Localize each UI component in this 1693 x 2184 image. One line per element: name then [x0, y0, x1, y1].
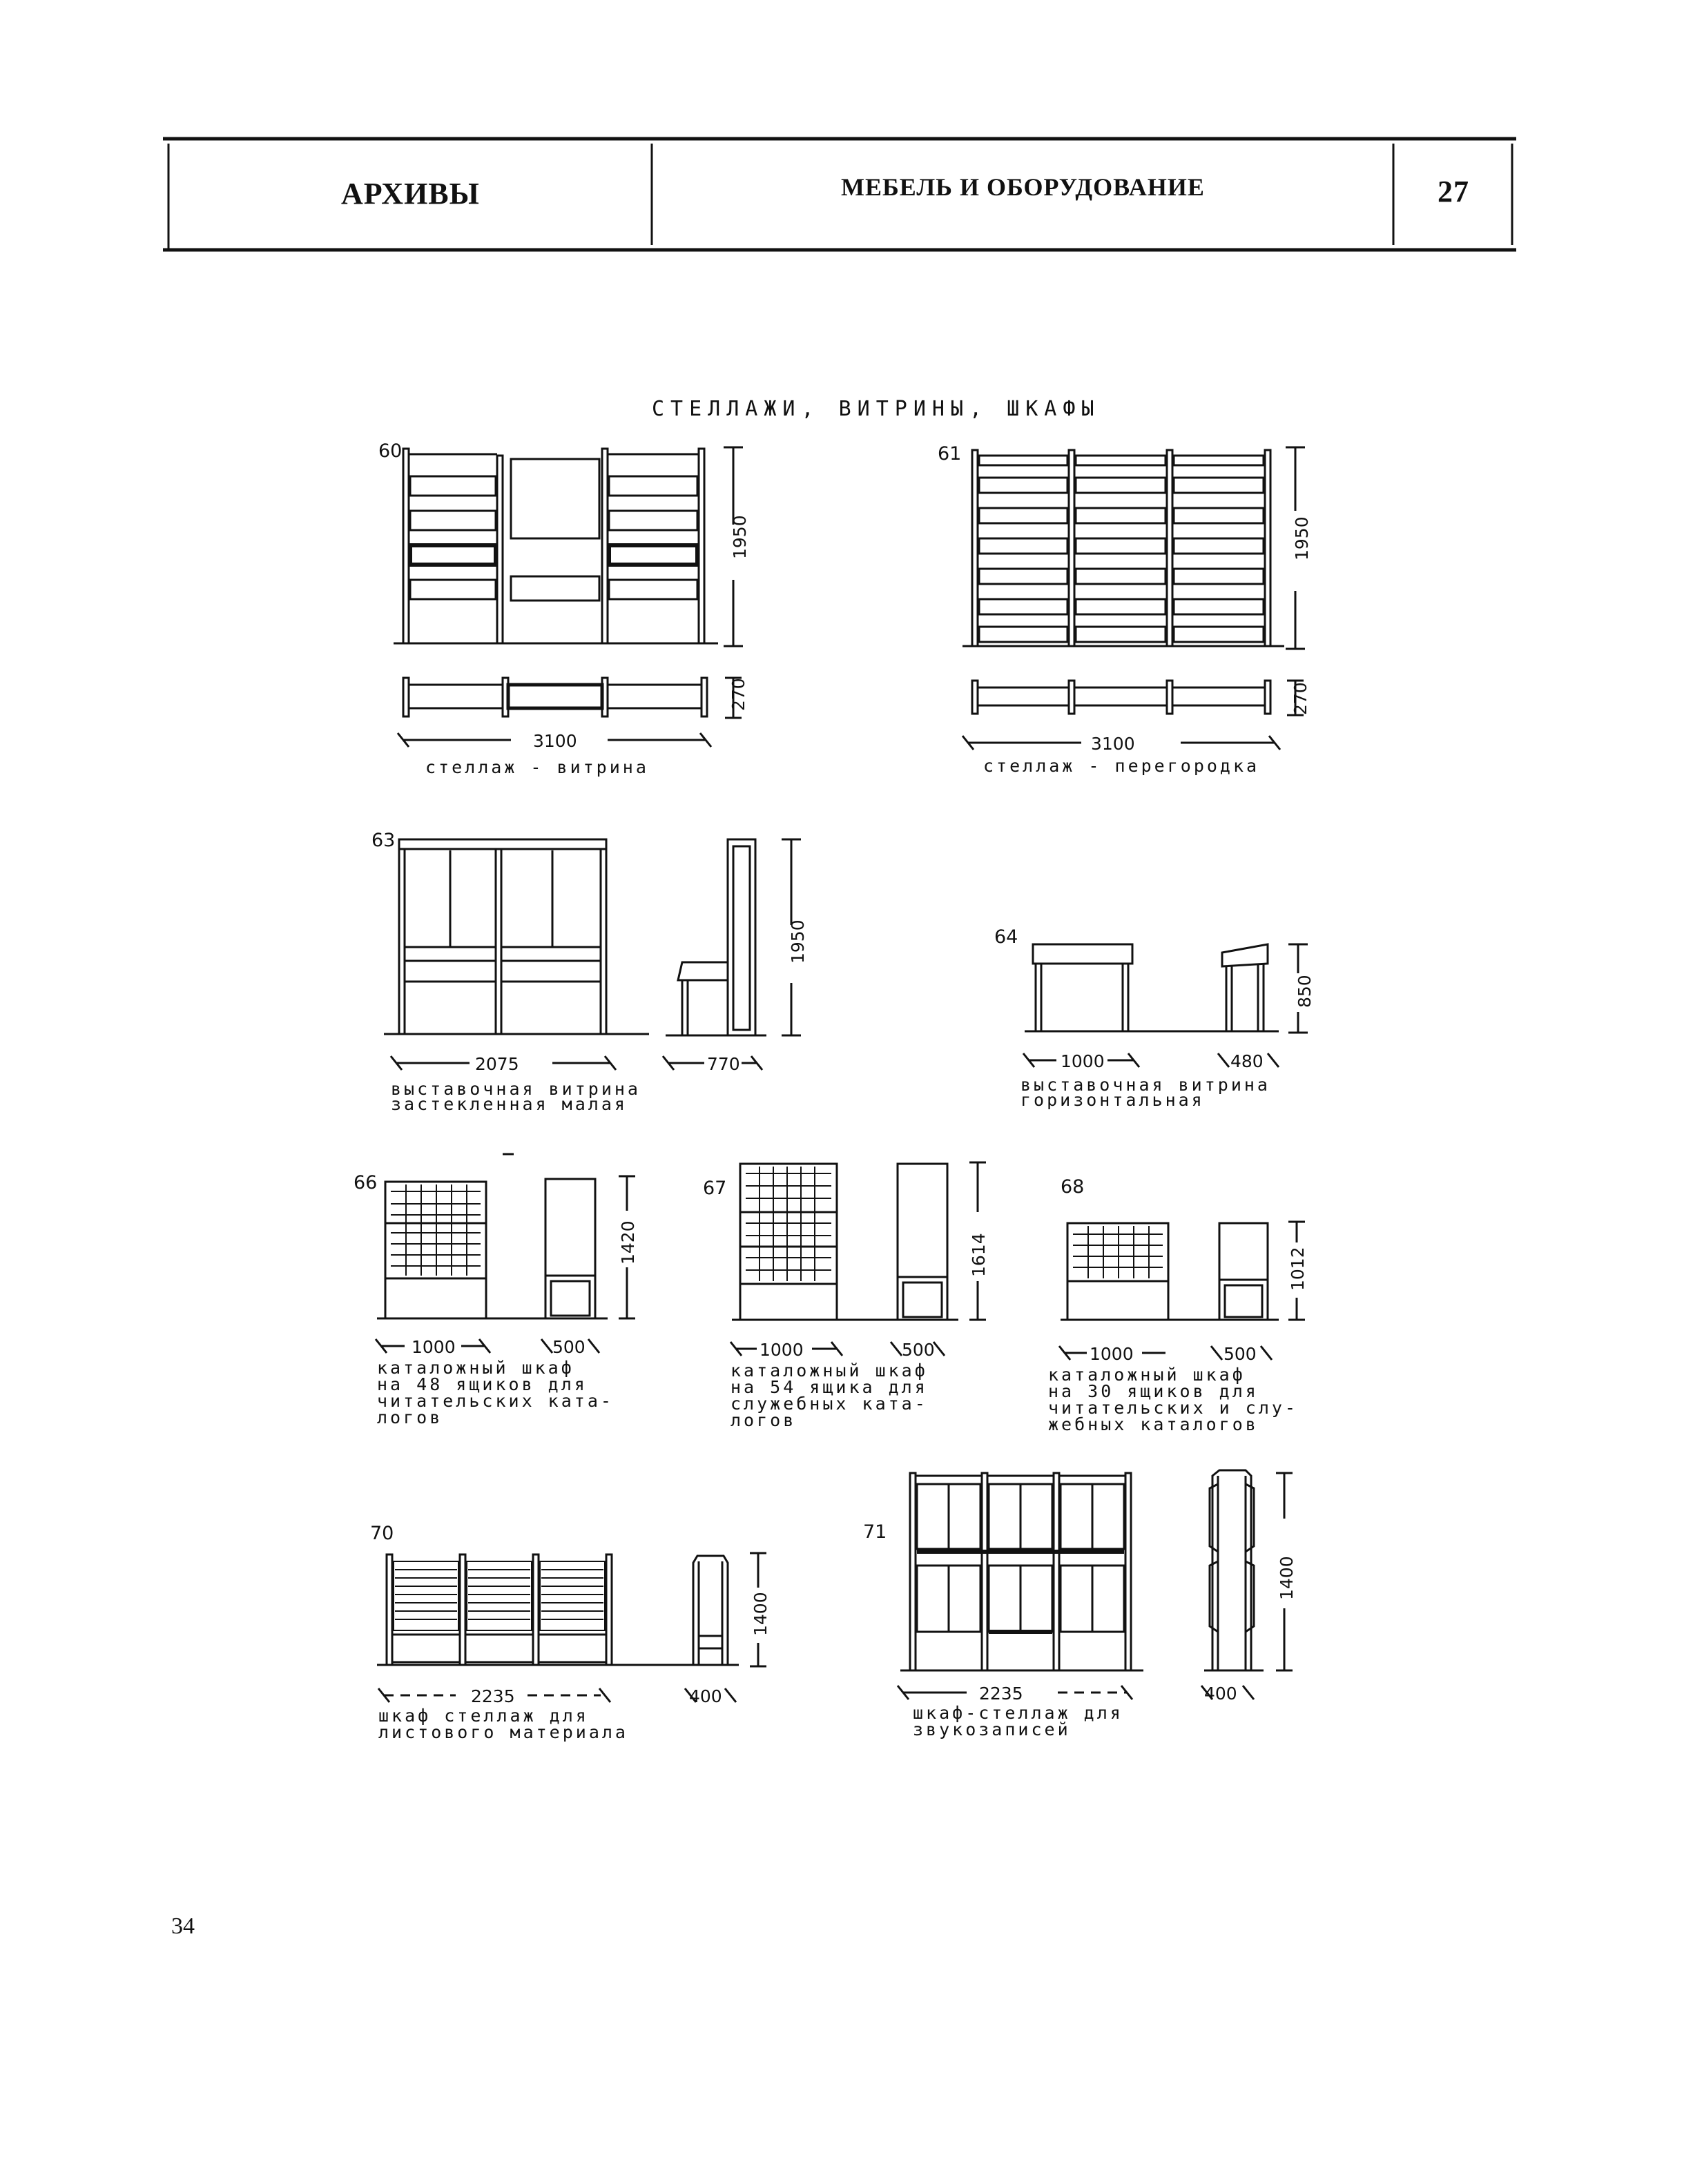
fig66-caption-3: читательских ката- — [377, 1391, 614, 1411]
fig66-caption-1: каталожный шкаф — [377, 1358, 574, 1378]
fig67-caption-1: каталожный шкаф — [731, 1361, 928, 1381]
fig67-caption-4: логов — [731, 1410, 797, 1430]
fig66-drawing — [376, 1154, 635, 1353]
fig70-width: 2235 — [471, 1686, 515, 1706]
fig68-height: 1012 — [1288, 1247, 1308, 1291]
fig68-drawing — [1059, 1222, 1305, 1360]
fig71-height: 1400 — [1277, 1556, 1297, 1600]
fig70-depth: 400 — [689, 1686, 722, 1706]
page-number: 34 — [171, 1913, 195, 1939]
fig68-number: 68 — [1061, 1176, 1085, 1198]
fig66-depth: 500 — [552, 1337, 586, 1357]
fig68-caption-2: на 30 ящиков для — [1048, 1381, 1259, 1401]
fig60-caption-1: стеллаж - витрина — [425, 757, 649, 777]
fig70-number: 70 — [370, 1523, 394, 1544]
fig67-height: 1614 — [969, 1233, 989, 1277]
fig70-drawing — [377, 1553, 766, 1702]
fig67-number: 67 — [703, 1178, 727, 1199]
fig70-caption-2: листового материала — [378, 1722, 628, 1742]
fig68-width: 1000 — [1090, 1344, 1134, 1364]
fig61-width: 3100 — [1091, 734, 1135, 754]
fig60-drawing — [394, 447, 743, 747]
fig70-caption-1: шкаф стеллаж для — [378, 1706, 589, 1726]
fig63-caption-1: выставочная витрина — [391, 1079, 641, 1099]
fig67-depth: 500 — [902, 1340, 935, 1360]
fig61-drawing — [962, 447, 1305, 750]
fig60-height: 1950 — [730, 515, 750, 559]
fig64-number: 64 — [994, 926, 1018, 948]
fig67-width: 1000 — [760, 1340, 804, 1360]
fig61-number: 61 — [938, 443, 962, 465]
fig61-depth: 270 — [1290, 682, 1310, 715]
fig61-height: 1950 — [1292, 516, 1312, 560]
fig71-caption-2: звукозаписей — [913, 1719, 1071, 1739]
fig71-drawing — [898, 1470, 1293, 1699]
fig66-height: 1420 — [618, 1220, 638, 1265]
section-title: АРХИВЫ — [341, 177, 480, 211]
fig64-height: 850 — [1295, 975, 1315, 1008]
fig68-caption-3: читательских и слу- — [1048, 1398, 1298, 1418]
fig66-caption-2: на 48 ящиков для — [377, 1374, 588, 1394]
fig68-caption-1: каталожный шкаф — [1048, 1365, 1246, 1385]
fig71-depth: 400 — [1204, 1684, 1237, 1704]
fig64-depth: 480 — [1230, 1051, 1264, 1071]
fig63-width: 2075 — [475, 1054, 519, 1074]
fig71-number: 71 — [863, 1521, 887, 1543]
fig60-width: 3100 — [533, 731, 577, 751]
fig68-depth: 500 — [1223, 1344, 1257, 1364]
fig60-depth: 270 — [728, 678, 748, 711]
fig66-number: 66 — [354, 1172, 378, 1193]
fig64-drawing — [1023, 944, 1308, 1067]
fig61-caption-1: стеллаж - перегородка — [983, 756, 1260, 776]
fig67-drawing — [731, 1162, 986, 1356]
fig64-caption-1: выставочная витрина — [1020, 1075, 1270, 1095]
fig64-width: 1000 — [1061, 1051, 1105, 1071]
fig67-caption-3: служебных ката- — [731, 1394, 928, 1414]
fig63-drawing — [384, 839, 801, 1070]
fig60-number: 60 — [378, 440, 403, 462]
fig71-caption-1: шкаф-стеллаж для — [913, 1703, 1123, 1723]
topic-title: МЕБЕЛЬ И ОБОРУДОВАНИЕ — [841, 173, 1205, 201]
sheet-number: 27 — [1438, 175, 1469, 208]
fig70-height: 1400 — [751, 1592, 771, 1636]
fig66-width: 1000 — [412, 1337, 456, 1357]
fig68-caption-4: жебных каталогов — [1048, 1414, 1259, 1434]
fig63-height: 1950 — [788, 919, 808, 964]
fig64-caption-2: горизонтальная — [1020, 1090, 1205, 1110]
fig66-caption-4: логов — [377, 1407, 443, 1427]
drawings-title: СТЕЛЛАЖИ, ВИТРИНЫ, ШКАФЫ — [652, 397, 1101, 421]
fig63-number: 63 — [371, 830, 396, 851]
fig71-width: 2235 — [979, 1684, 1023, 1704]
fig67-caption-2: на 54 ящика для — [731, 1377, 928, 1397]
fig63-depth: 770 — [707, 1054, 740, 1074]
fig63-caption-2: застекленная малая — [391, 1094, 628, 1114]
